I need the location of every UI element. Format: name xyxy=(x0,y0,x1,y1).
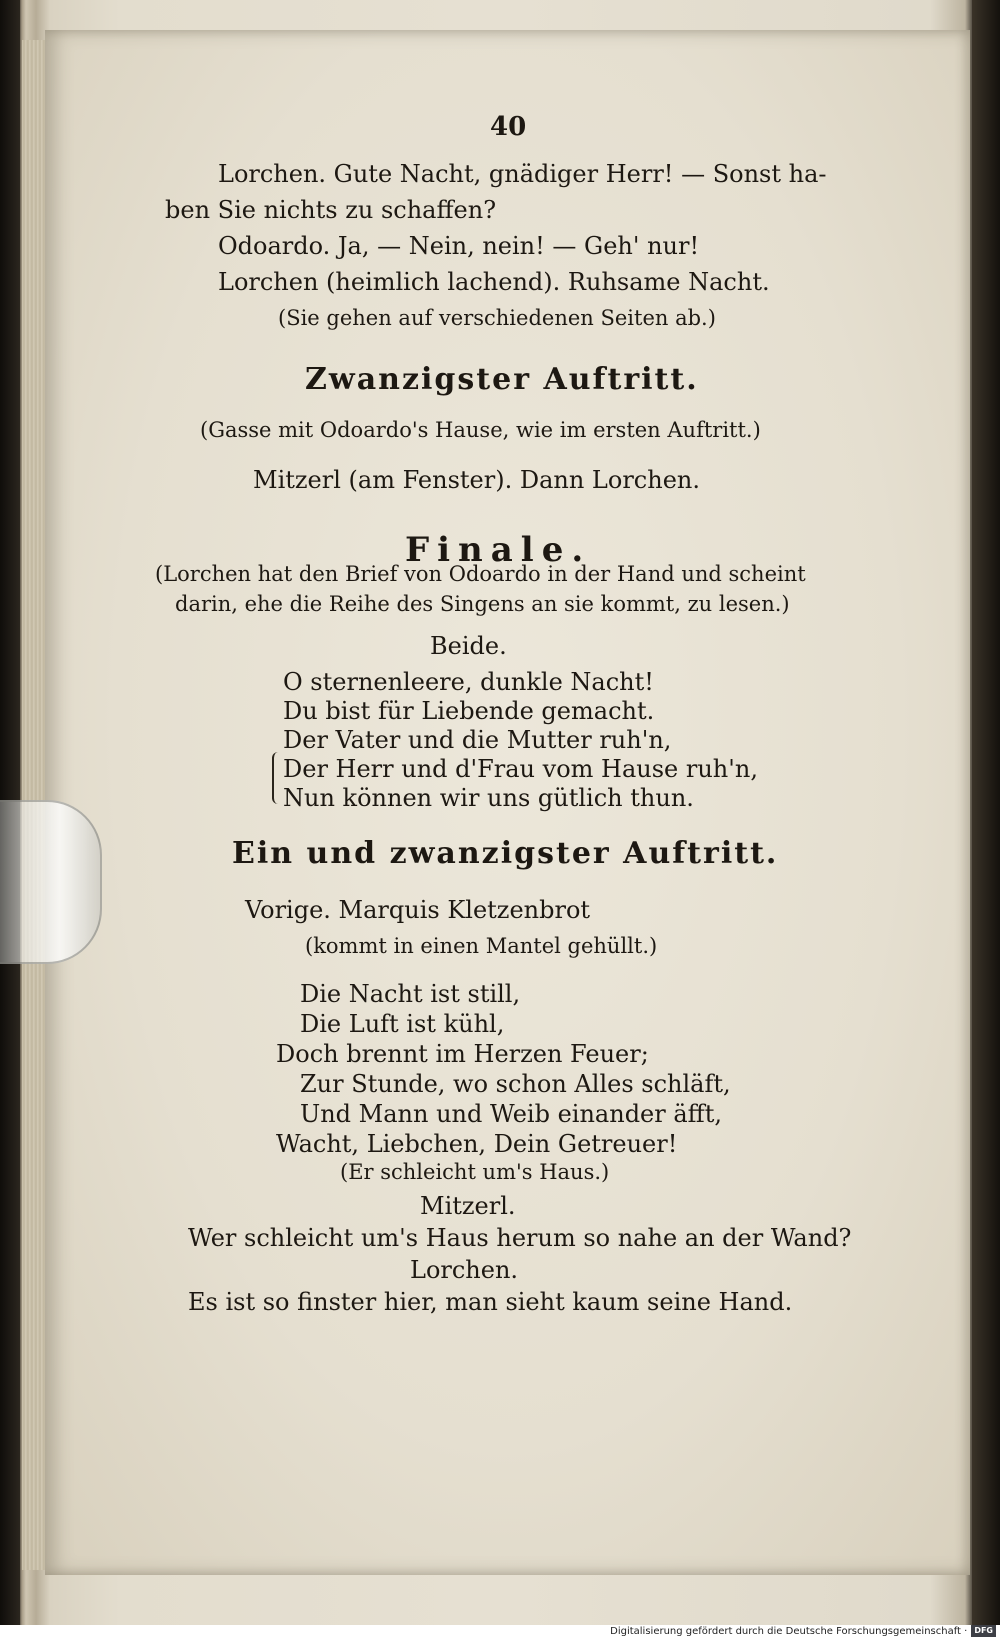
finale-heading: Finale. xyxy=(405,530,592,570)
verse-line: Du bist für Liebende gemacht. xyxy=(283,697,655,725)
character-line: Mitzerl (am Fenster). Dann Lorchen. xyxy=(253,466,700,494)
dfg-logo: DFG xyxy=(971,1625,996,1637)
text-line: Wer schleicht um's Haus herum so nahe an der Wand? xyxy=(188,1224,852,1252)
page-clip xyxy=(0,800,102,964)
stage-direction: (kommt in einen Mantel gehüllt.) xyxy=(305,934,658,958)
verse-line: Und Mann und Weib einander äfft, xyxy=(300,1100,722,1128)
stage-direction: (Lorchen hat den Brief von Odoardo in der Hand und scheint xyxy=(155,562,806,586)
text-line: ben Sie nichts zu schaffen? xyxy=(165,196,497,224)
character-line: Vorige. Marquis Kletzenbrot xyxy=(245,896,591,924)
verse-line: Zur Stunde, wo schon Alles schläft, xyxy=(300,1070,731,1098)
scene-heading: Zwanzigster Auftritt. xyxy=(305,362,699,397)
verse-line: Die Luft ist kühl, xyxy=(300,1010,505,1038)
footer-text: Digitalisierung gefördert durch die Deutsche Forschungsgemeinschaft · xyxy=(610,1625,968,1637)
verse-line: Der Herr und d'Frau vom Hause ruh'n, xyxy=(283,755,758,783)
stage-direction: darin, ehe die Reihe des Singens an sie kommt, zu lesen.) xyxy=(175,592,790,616)
verse-line: Der Vater und die Mutter ruh'n, xyxy=(283,726,672,754)
footer-bar xyxy=(0,1625,1000,1640)
text-line: Lorchen (heimlich lachend). Ruhsame Nacht. xyxy=(218,268,770,296)
page-number: 40 xyxy=(490,112,527,142)
stage-direction: (Gasse mit Odoardo's Hause, wie im ersten Auftritt.) xyxy=(200,418,761,442)
verse-line: Die Nacht ist still, xyxy=(300,980,521,1008)
character-name: Lorchen. xyxy=(410,1256,519,1284)
facing-page-edge xyxy=(972,0,1000,1625)
stage-direction: (Er schleicht um's Haus.) xyxy=(340,1160,610,1184)
stage-direction: (Sie gehen auf verschiedenen Seiten ab.) xyxy=(278,306,716,330)
character-name: Beide. xyxy=(430,632,507,660)
verse-line: Nun können wir uns gütlich thun. xyxy=(283,784,694,812)
verse-line: Doch brennt im Herzen Feuer; xyxy=(276,1040,649,1068)
verse-line: O sternenleere, dunkle Nacht! xyxy=(283,668,654,696)
text-line: Odoardo. Ja, — Nein, nein! — Geh' nur! xyxy=(218,232,700,260)
text-line: Lorchen. Gute Nacht, gnädiger Herr! — Sonst ha- xyxy=(218,160,827,188)
character-name: Mitzerl. xyxy=(420,1192,516,1220)
verse-line: Wacht, Liebchen, Dein Getreuer! xyxy=(276,1130,678,1158)
text-line: Es ist so finster hier, man sieht kaum seine Hand. xyxy=(188,1288,793,1316)
scene-heading: Ein und zwanzigster Auftritt. xyxy=(232,836,779,871)
